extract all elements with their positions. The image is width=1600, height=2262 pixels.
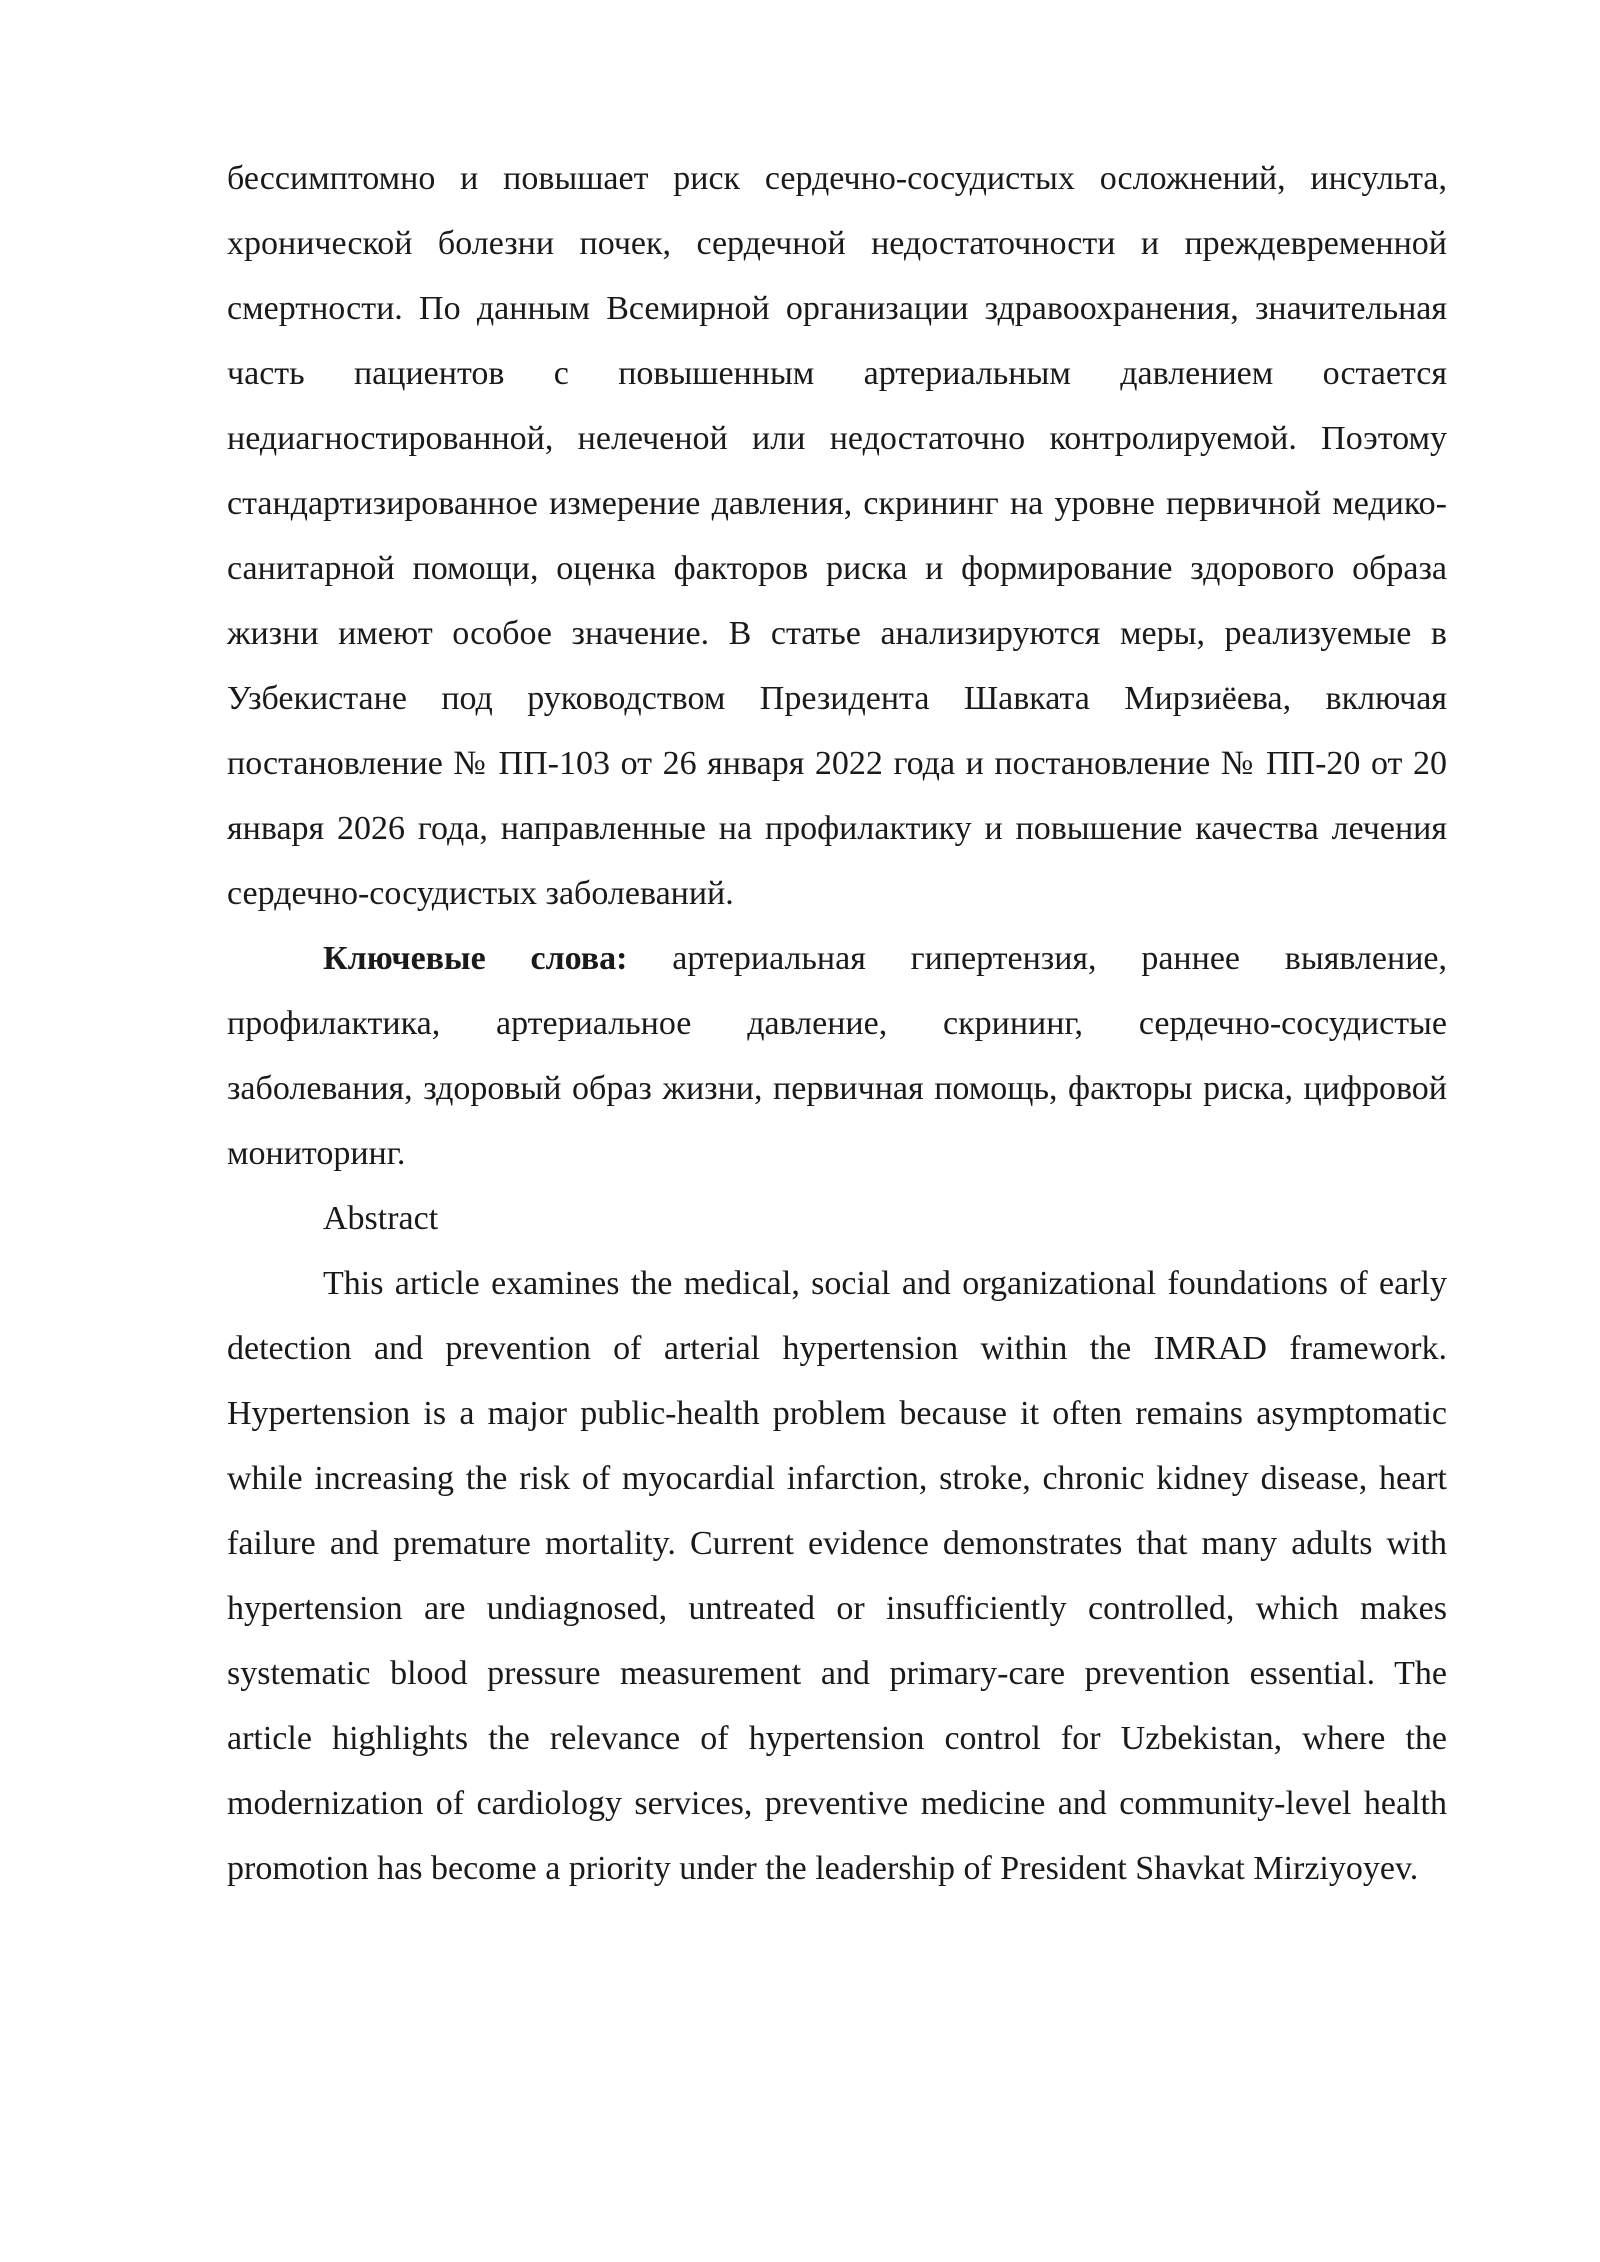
keywords-text: артериальная гипертензия, раннее выявление, профилактика, артериальное давление, скрининг, сердечно-сосудистые заболевания, здоровый образ жизни, первичная помощь, факторы риска, цифровой мониторинг. [227, 940, 1447, 1172]
body-paragraph-continued: бессимптомно и повышает риск сердечно-сосудистых осложнений, инсульта, хронической болезни почек, сердечной недостаточности и преждевременной смертности. По данным Всемирной организации здравоохранения, значительная часть пациентов с повышенным артериальным давлением остается недиагностированной, нелеченой или недостаточно контролируемой. Поэтому стандартизированное измерение давления, скрининг на уровне первичной медико-санитарной помощи, оценка факторов риска и формирование здорового образа жизни имеют особое значение. В статье анализируются меры, реализуемые в Узбекистане под руководством Президента Шавката Мирзиёева, включая постановление № ПП-103 от 26 января 2022 года и постановление № ПП-20 от 20 января 2026 года, направленные на профилактику и повышение качества лечения сердечно-сосудистых заболеваний. [227, 160, 1447, 912]
abstract-heading: Abstract [323, 1200, 439, 1237]
keywords-label: Ключевые слова: [323, 940, 628, 977]
abstract-paragraph: This article examines the medical, social and organizational foundations of early detection and prevention of arterial hypertension within the IMRAD framework. Hypertension is a major public-health problem because it often remains asymptomatic while increasing the risk of myocardial infarction, stroke, chronic kidney disease, heart failure and premature mortality. Current evidence demonstrates that many adults with hypertension are undiagnosed, untreated or insufficiently controlled, which makes systematic blood pressure measurement and primary-care prevention essential. The article highlights the relevance of hypertension control for Uzbekistan, where the modernization of cardiology services, preventive medicine and community-level health promotion has become a priority under the leadership of President Shavkat Mirziyoyev. [227, 1265, 1447, 1887]
keywords-paragraph [227, 926, 1447, 1186]
document-page [227, 146, 1447, 1901]
